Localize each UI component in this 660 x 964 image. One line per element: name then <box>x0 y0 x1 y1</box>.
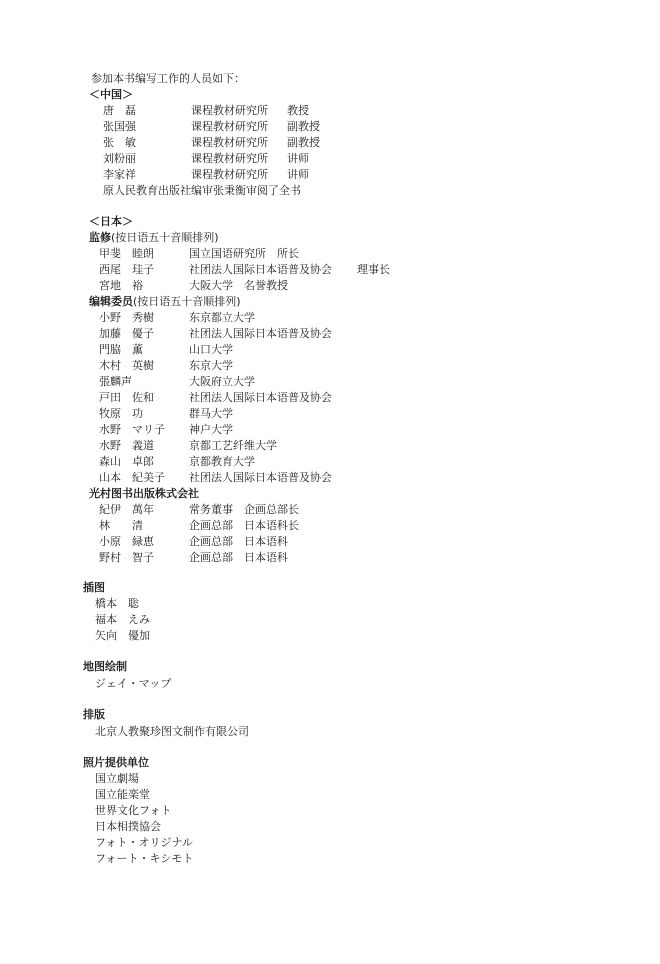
member-org: 课程教材研究所 <box>191 168 268 181</box>
member-name: 张 敏 <box>103 136 136 149</box>
member-name: 宮地 裕 <box>99 279 143 292</box>
member-org: 东京大学 <box>189 359 233 372</box>
supervision-heading: 监修 <box>89 231 111 244</box>
photo-provider: 国立能楽堂 <box>95 788 150 801</box>
member-name: 张国强 <box>103 120 136 133</box>
member-name: 張麟声 <box>99 375 132 388</box>
member-title: 副教授 <box>287 136 320 149</box>
china-note: 原人民教育出版社编审张秉衡审阅了全书 <box>103 184 301 197</box>
member-name: 林 清 <box>99 519 143 532</box>
photo-provider: フォト・オリジナル <box>95 836 193 849</box>
supervision-heading-line <box>89 231 219 245</box>
photos-heading: 照片提供单位 <box>83 756 149 769</box>
intro-text: 参加本书编写工作的人员如下： <box>91 72 245 85</box>
member-name: 西尾 珪子 <box>99 263 154 276</box>
member-title: 教授 <box>287 104 309 117</box>
member-org: 国立国语研究所 所长 <box>189 247 299 260</box>
china-heading: ＜中国＞ <box>89 88 133 101</box>
member-name: 唐 磊 <box>103 104 136 117</box>
member-name: 小原 緑恵 <box>99 535 154 548</box>
illustrator-name: 福本 えみ <box>95 613 150 626</box>
member-name: 刘粉丽 <box>103 152 136 165</box>
editors-heading: 编辑委员 <box>89 295 133 308</box>
member-name: 野村 智子 <box>99 551 154 564</box>
typesetting-credit: 北京人教聚珍图文制作有限公司 <box>95 725 249 738</box>
illustrator-name: 矢向 優加 <box>95 629 150 642</box>
member-org: 京都教育大学 <box>189 455 255 468</box>
illustration-heading: 插图 <box>83 581 105 594</box>
member-title: 理事长 <box>357 263 390 276</box>
member-name: 水野 義道 <box>99 439 154 452</box>
member-org: 课程教材研究所 <box>191 152 268 165</box>
map-heading: 地图绘制 <box>83 660 127 673</box>
member-name: 木村 英樹 <box>99 359 154 372</box>
member-name: 門脇 薫 <box>99 343 143 356</box>
member-title: 副教授 <box>287 120 320 133</box>
member-name: 戸田 佐和 <box>99 391 154 404</box>
member-org: 课程教材研究所 <box>191 104 268 117</box>
member-org: 群马大学 <box>189 407 233 420</box>
member-title: 讲师 <box>287 168 309 181</box>
member-org: 大阪大学 名誉教授 <box>189 279 288 292</box>
member-name: 水野 マリ子 <box>99 423 165 436</box>
map-credit: ジェイ・マップ <box>95 677 172 690</box>
member-name: 甲斐 睦朗 <box>99 247 154 260</box>
member-org: 常务董事 企画总部长 <box>189 503 299 516</box>
japan-heading: ＜日本＞ <box>89 215 133 228</box>
member-org: 社团法人国际日本语普及协会 <box>189 471 332 484</box>
member-title: 讲师 <box>287 152 309 165</box>
member-name: 牧原 功 <box>99 407 143 420</box>
member-org: 社团法人国际日本语普及协会 <box>189 391 332 404</box>
member-name: 山本 紀美子 <box>99 471 165 484</box>
editors-sub: (按日语五十音顺排列) <box>133 295 241 308</box>
photo-provider: 世界文化フォト <box>95 804 172 817</box>
member-name: 紀伊 萬年 <box>99 503 154 516</box>
member-name: 加藤 優子 <box>99 327 154 340</box>
photo-provider: 国立劇場 <box>95 772 139 785</box>
editors-heading-line <box>89 295 241 309</box>
member-org: 社团法人国际日本语普及协会 <box>189 263 332 276</box>
member-org: 大阪府立大学 <box>189 375 255 388</box>
member-org: 课程教材研究所 <box>191 136 268 149</box>
member-org: 课程教材研究所 <box>191 120 268 133</box>
illustrator-name: 橋本 聡 <box>95 597 139 610</box>
member-name: 李家祥 <box>103 168 136 181</box>
publisher-heading: 光村图书出版株式会社 <box>89 487 199 500</box>
member-org: 东京都立大学 <box>189 311 255 324</box>
member-org: 企画总部 日本语科长 <box>189 519 299 532</box>
typesetting-heading: 排版 <box>83 708 105 721</box>
member-org: 企画总部 日本语科 <box>189 535 288 548</box>
member-name: 小野 秀樹 <box>99 311 154 324</box>
member-org: 神户大学 <box>189 423 233 436</box>
member-org: 社团法人国际日本语普及协会 <box>189 327 332 340</box>
member-org: 山口大学 <box>189 343 233 356</box>
photo-provider: フォート・キシモト <box>95 852 194 865</box>
member-org: 企画总部 日本语科 <box>189 551 288 564</box>
supervision-sub: (按日语五十音顺排列) <box>111 231 219 244</box>
photo-provider: 日本相撲協会 <box>95 820 161 833</box>
member-name: 森山 卓郎 <box>99 455 154 468</box>
member-org: 京都工艺纤维大学 <box>189 439 277 452</box>
